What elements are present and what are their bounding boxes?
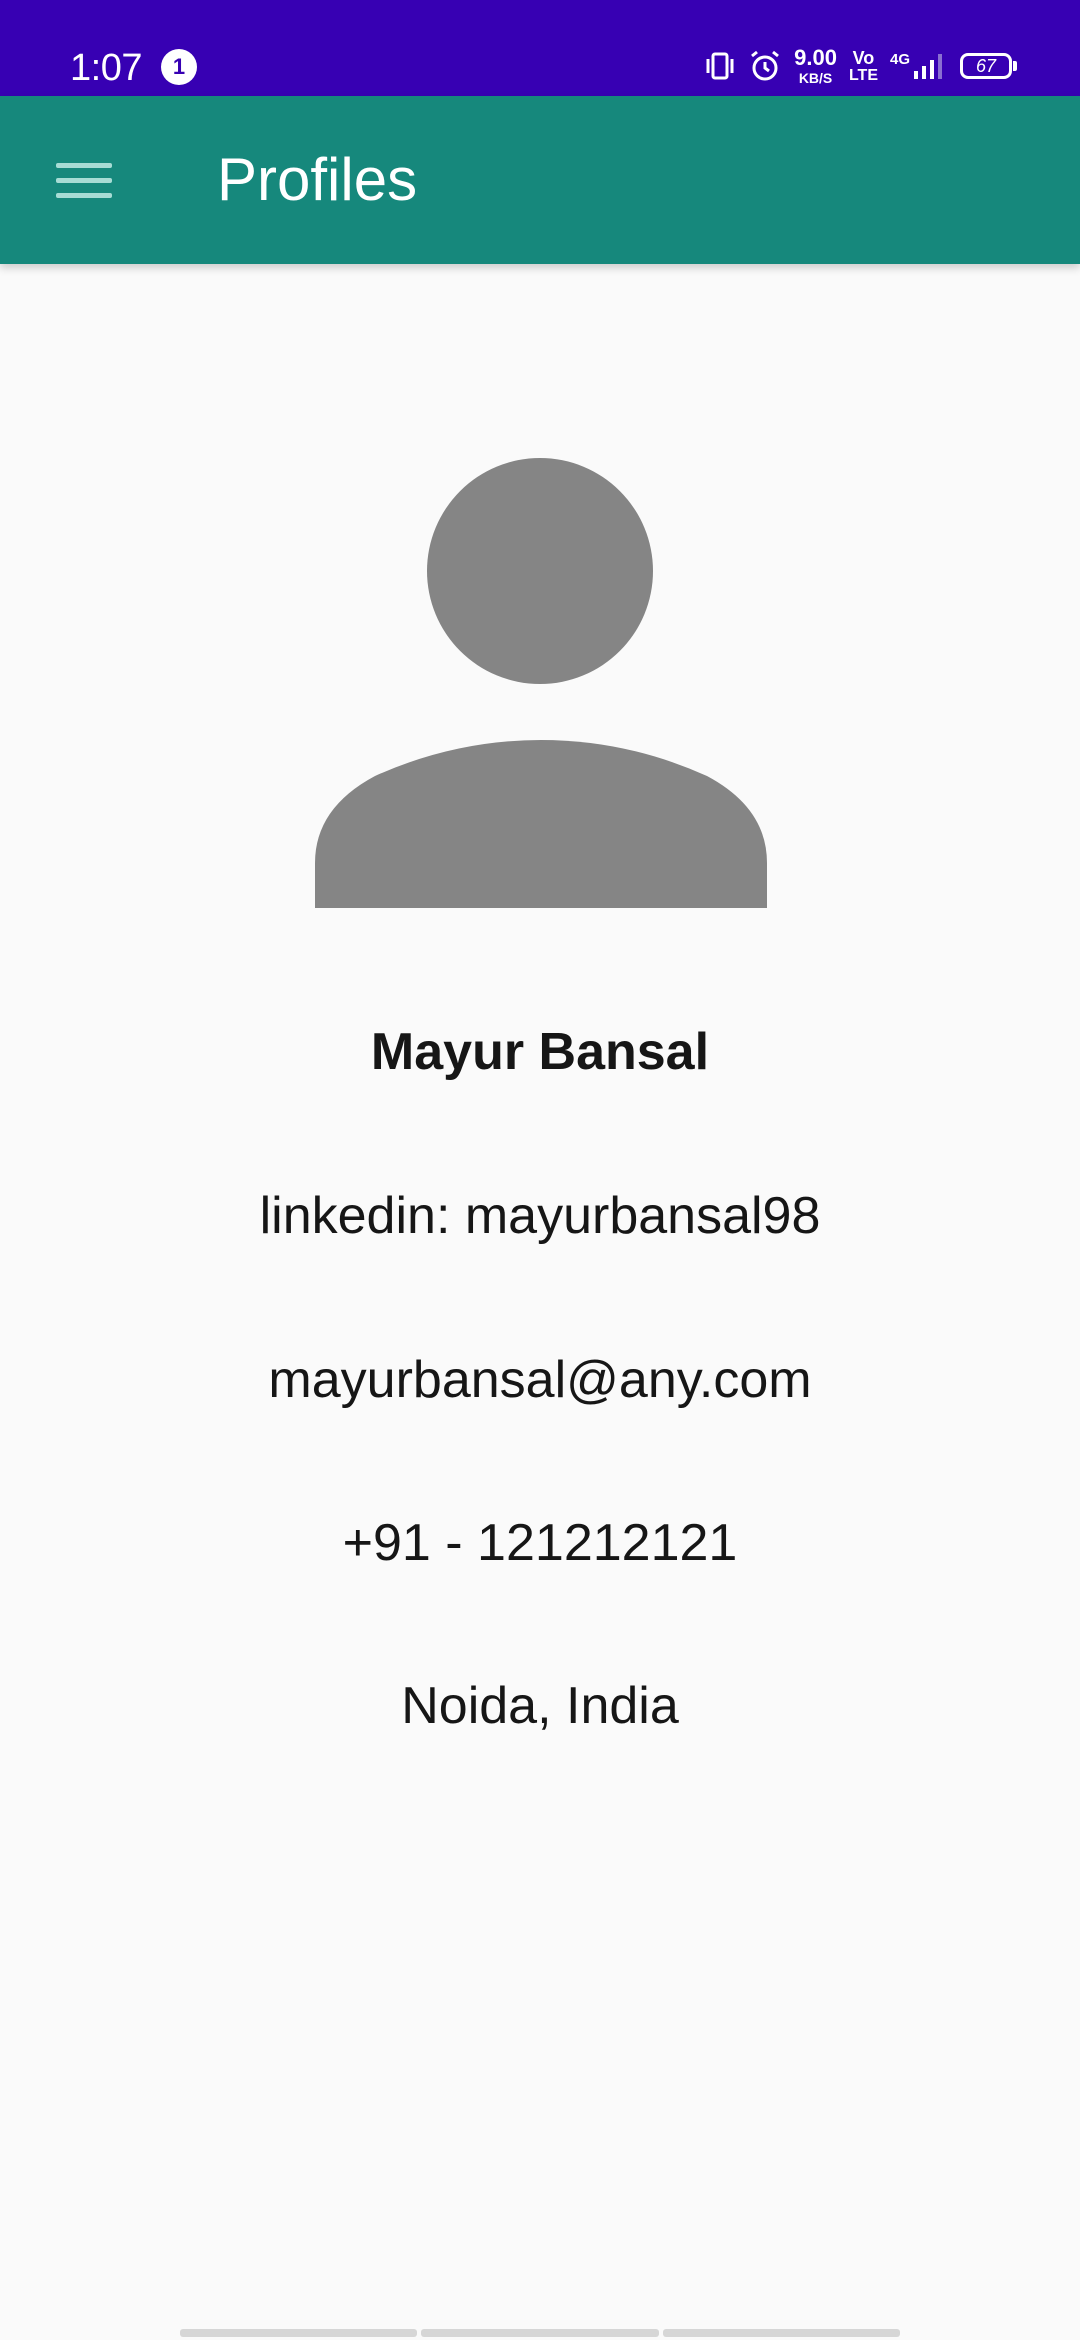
hamburger-menu-icon-bar: [56, 193, 112, 198]
net-speed: [794, 47, 837, 85]
status-icons: [704, 46, 1012, 86]
battery-icon: 67: [960, 53, 1012, 79]
net-speed-unit: KB/S: [798, 70, 833, 86]
gesture-segment: [421, 2329, 658, 2337]
net-speed-value: 9.00: [794, 45, 837, 70]
profile-name: Mayur Bansal: [370, 1023, 710, 1081]
alarm-icon: [748, 49, 782, 83]
menu-button[interactable]: [40, 140, 128, 220]
network-type: 4G: [889, 51, 910, 68]
profile-linkedin: linkedin: mayurbansal98: [259, 1187, 821, 1245]
gesture-segment: [180, 2329, 417, 2337]
app-bar: [0, 96, 1080, 264]
volte-indicator: [849, 49, 878, 84]
status-bar: [0, 0, 1080, 96]
gesture-segment: [663, 2329, 900, 2337]
signal-icon: [890, 51, 948, 81]
profile-email: mayurbansal@any.com: [268, 1351, 812, 1409]
profile-phone: +91 - 121212121: [342, 1514, 738, 1572]
hamburger-menu-icon: [56, 163, 112, 168]
hamburger-menu-icon-bar: [56, 178, 112, 183]
person-placeholder-icon: [315, 458, 767, 908]
volte-bottom: LTE: [848, 66, 878, 84]
notification-badge: 1: [161, 49, 197, 85]
gesture-navigation-bar[interactable]: [180, 2329, 900, 2337]
page-title: Profiles: [217, 146, 418, 213]
volte-top: Vo: [852, 47, 875, 68]
vibrate-icon: [704, 50, 736, 82]
profile-location: Noida, India: [401, 1677, 679, 1735]
status-time: 1:07: [70, 47, 142, 89]
